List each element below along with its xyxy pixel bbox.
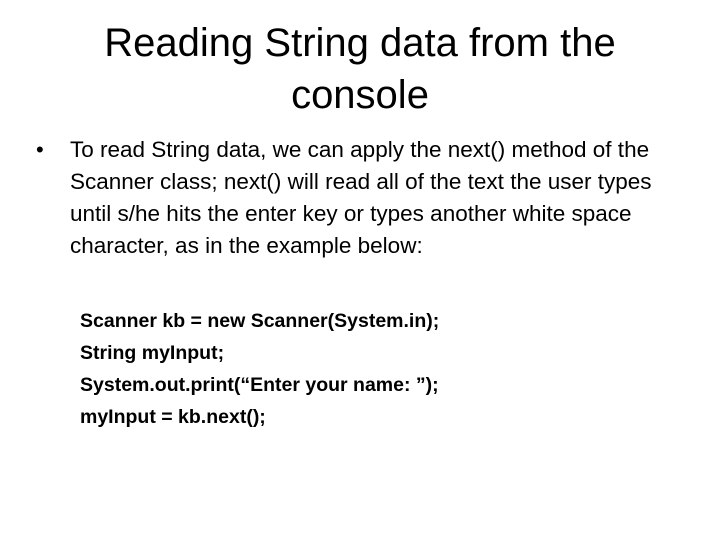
bullet-marker: • (36, 137, 44, 162)
bullet-text: To read String data, we can apply the next() method of the Scanner class; next() will read all of the text the user types until s/he hits the enter key or types another white space character, as in the example below: (70, 137, 652, 258)
code-line: Scanner kb = new Scanner(System.in); (80, 310, 440, 332)
code-line: String myInput; (80, 342, 225, 364)
slide-title: Reading String data from the console (104, 21, 616, 117)
code-example (80, 305, 680, 433)
bullet-item (36, 134, 686, 262)
code-line: System.out.print(“Enter your name: ”); (80, 374, 439, 396)
code-line: myInput = kb.next(); (80, 406, 266, 428)
